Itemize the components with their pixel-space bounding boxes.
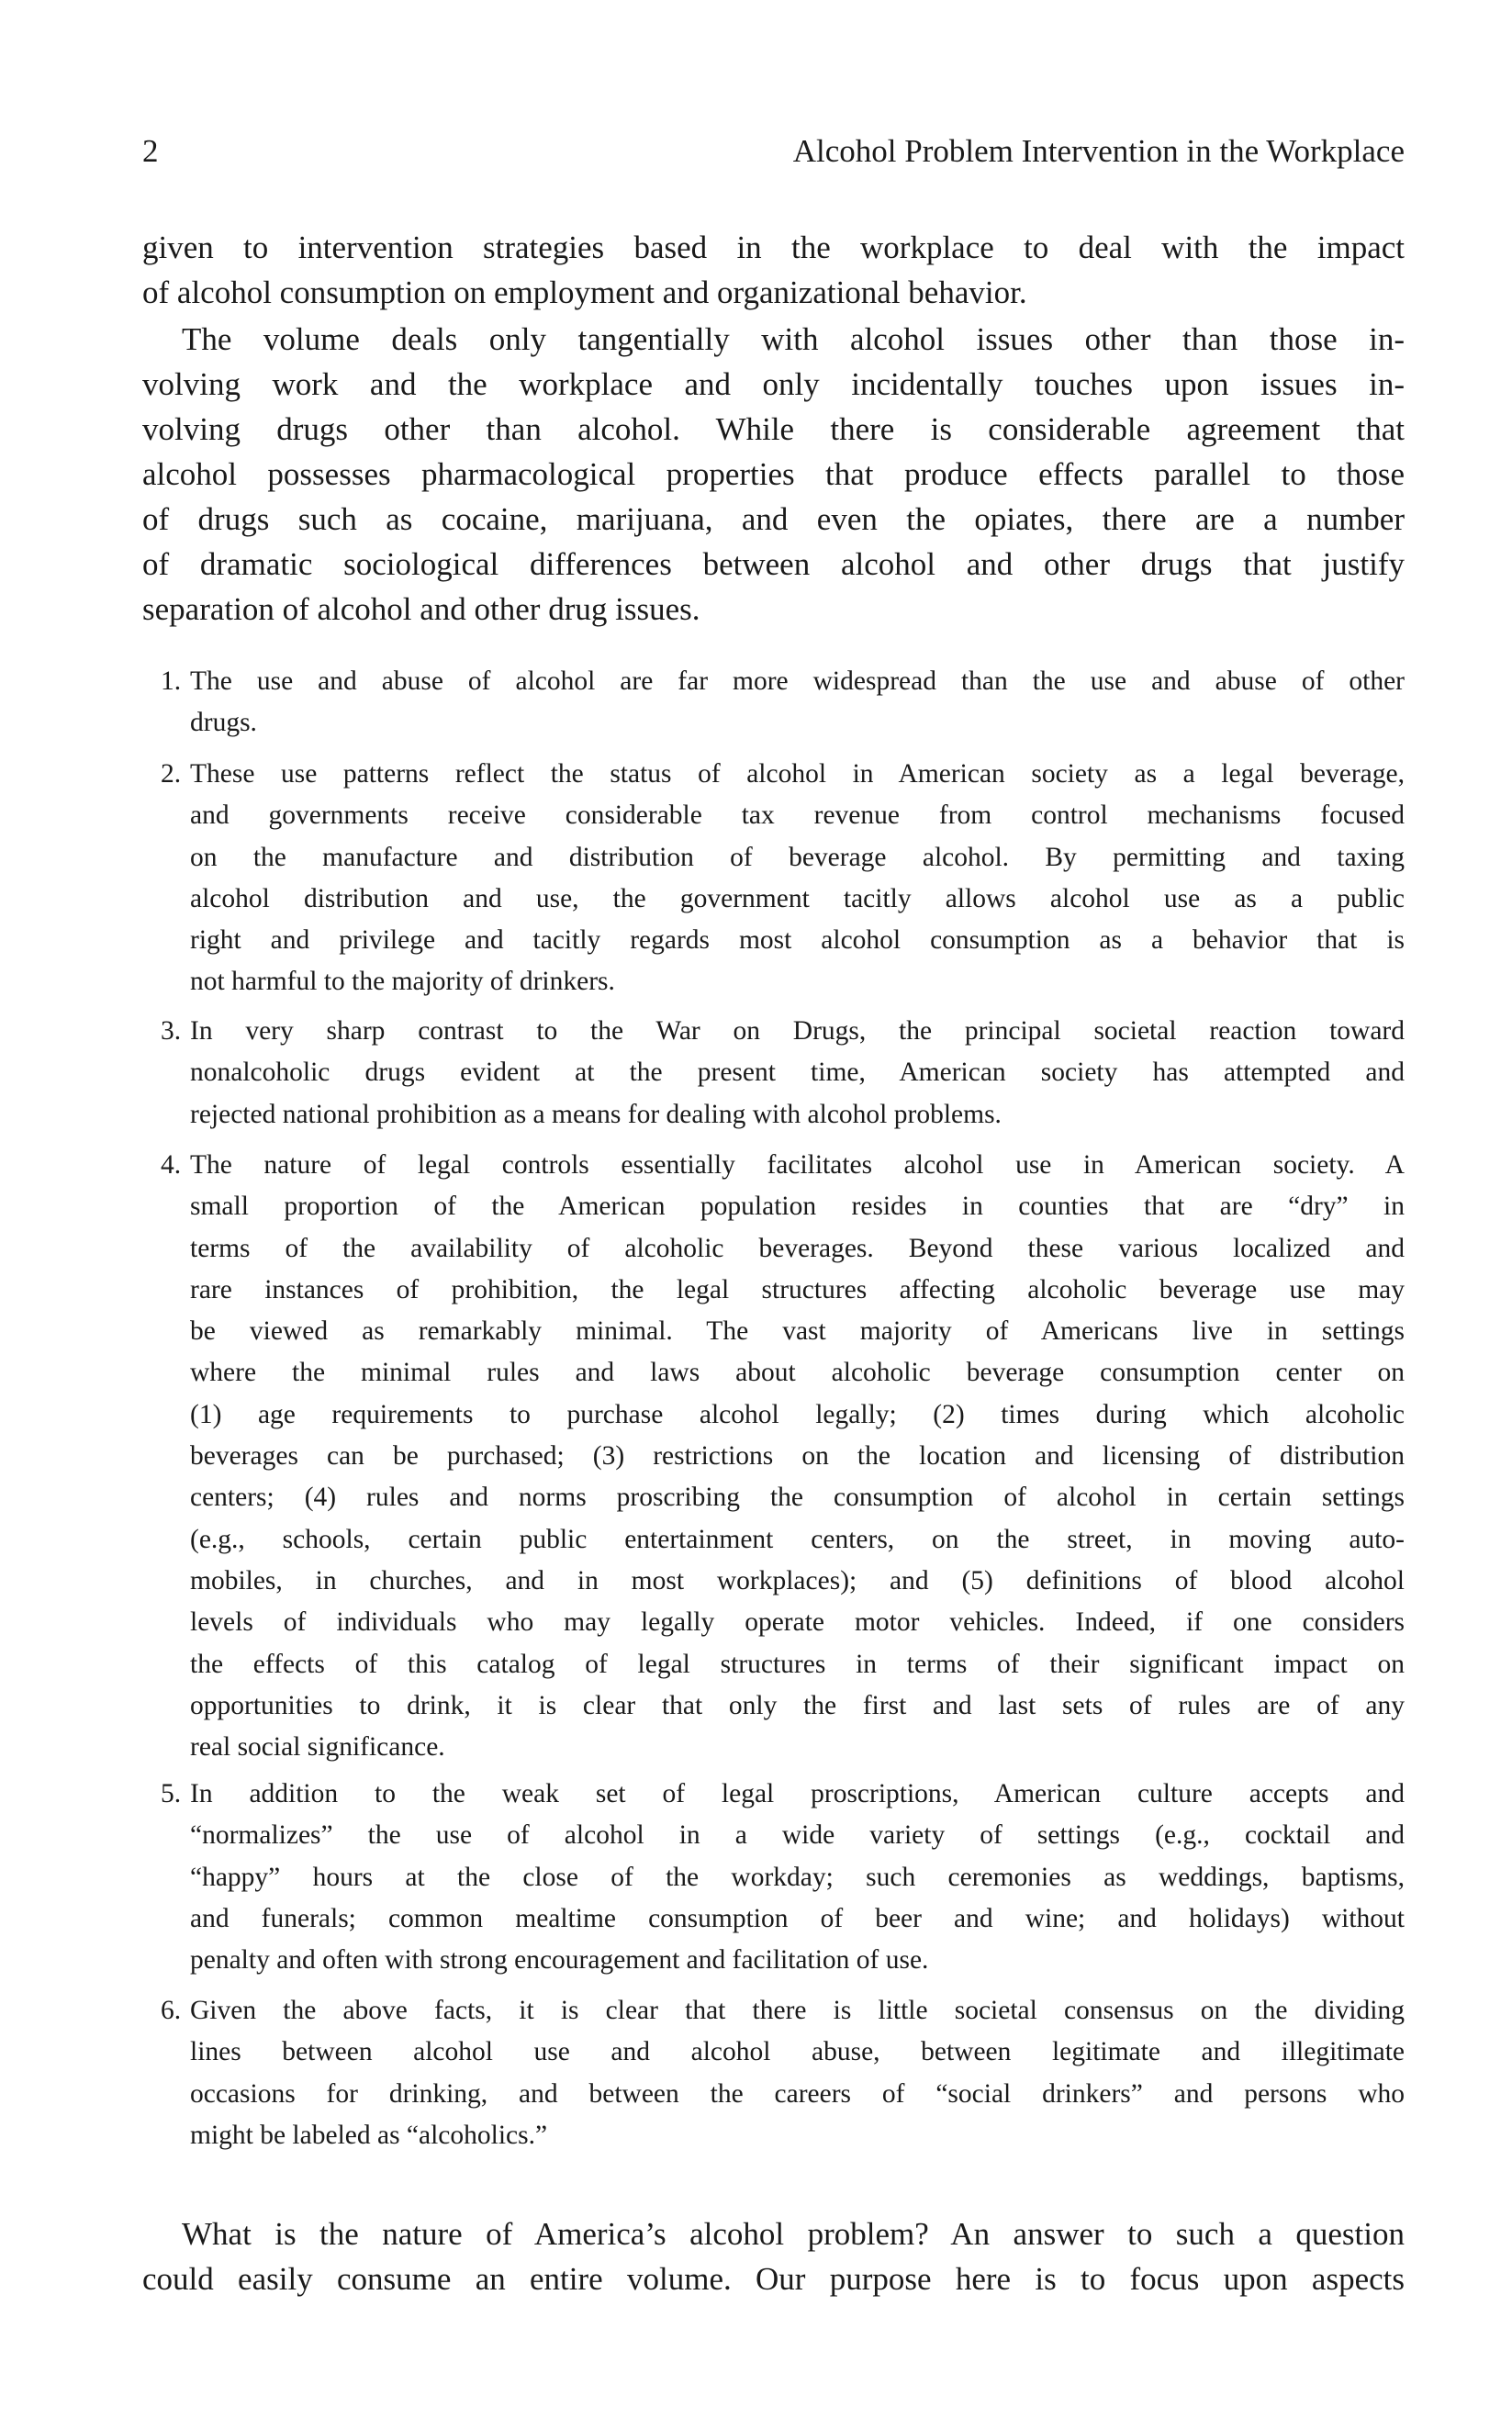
text-line: small proportion of the American population resides in counties that are “dry” in [190,1192,1405,1222]
text-line: lines between alcohol use and alcohol abuse, between legitimate and illegitimate [190,2037,1405,2067]
text-line: rejected national prohibition as a means for dealing with alcohol problems. [190,1099,1002,1129]
text-line: The volume deals only tangentially with alcohol issues other than those in- [182,321,1405,357]
list-number: 6. [161,1996,182,2025]
text-line: The nature of legal controls essentially facilitates alcohol use in American society. A [190,1150,1405,1180]
text-line: occasions for drinking, and between the careers of “social drinkers” and persons who [190,2078,1405,2109]
text-line: might be labeled as “alcoholics.” [190,2120,548,2150]
text-line: of drugs such as cocaine, marijuana, and even the opiates, there are a number [142,501,1405,537]
list-number: 4. [161,1150,182,1180]
list-item-text [190,661,1405,744]
list-number: 3. [161,1016,182,1046]
list-item-2 [142,754,1405,1003]
text-line: terms of the availability of alcoholic beverages. Beyond these various localized and [190,1233,1405,1263]
text-line: and funerals; common mealtime consumption of beer and wine; and holidays) without [190,1903,1405,1933]
paragraph-continued [142,225,1405,315]
list-item-6 [142,1990,1405,2156]
text-line: right and privilege and tacitly regards most alcohol consumption as a behavior that is [190,925,1405,956]
text-line: In addition to the weak set of legal proscriptions, American culture accepts and [190,1779,1405,1808]
list-item-text [190,1774,1405,1981]
text-line: (1) age requirements to purchase alcohol legally; (2) times during which alcoholic [190,1399,1405,1429]
list-number: 1. [161,666,182,696]
text-line: the effects of this catalog of legal structures in terms of their significant impact on [190,1649,1405,1679]
paragraph-nature-of-problem [142,2211,1405,2301]
text-line: centers; (4) rules and norms proscribing the consumption of alcohol in certain settings [190,1483,1405,1513]
list-item-text [190,1011,1405,1136]
paragraph-volume-scope [142,317,1405,632]
text-line: “happy” hours at the close of the workday; such ceremonies as weddings, baptisms, [190,1862,1405,1892]
text-line: be viewed as remarkably minimal. The vast majority of Americans live in settings [190,1316,1405,1347]
list-item-text [190,754,1405,1003]
text-line: Given the above facts, it is clear that there is little societal consensus on the dividing [190,1996,1405,2025]
text-line: The use and abuse of alcohol are far more widespread than the use and abuse of other [190,666,1405,696]
text-line: drugs. [190,708,257,738]
text-line: given to intervention strategies based in the workplace to deal with the impact [142,229,1405,265]
text-line: not harmful to the majority of drinkers. [190,967,615,997]
text-line: These use patterns reflect the status of alcohol in American society as a legal beverage, [190,759,1405,789]
list-item-4 [142,1145,1405,1768]
text-line: real social significance. [190,1732,445,1763]
running-header [142,129,1405,174]
list-number: 2. [161,759,182,789]
text-line: levels of individuals who may legally operate motor vehicles. Indeed, if one considers [190,1607,1405,1638]
list-number: 5. [161,1779,182,1808]
list-item-5 [142,1774,1405,1981]
text-line: could easily consume an entire volume. Our purpose here is to focus upon aspects [142,2261,1405,2297]
text-line: volving work and the workplace and only incidentally touches upon issues in- [142,366,1405,402]
text-line: nonalcoholic drugs evident at the present time, American society has attempted and [190,1058,1405,1088]
text-line: What is the nature of America’s alcohol problem? An answer to such a question [182,2216,1405,2252]
text-line: separation of alcohol and other drug issues. [142,591,700,627]
text-line: “normalizes” the use of alcohol in a wide variety of settings (e.g., cocktail and [190,1820,1405,1851]
text-line: rare instances of prohibition, the legal structures affecting alcoholic beverage use may [190,1274,1405,1304]
list-item-text [190,1990,1405,2156]
text-line: alcohol possesses pharmacological properties that produce effects parallel to those [142,456,1405,492]
text-line: opportunities to drink, it is clear that only the first and last sets of rules are of any [190,1690,1405,1720]
text-line: mobiles, in churches, and in most workplaces); and (5) definitions of blood alcohol [190,1565,1405,1595]
text-line: on the manufacture and distribution of beverage alcohol. By permitting and taxing [190,842,1405,872]
page-number: 2 [142,133,159,169]
text-line: (e.g., schools, certain public entertainment centers, on the street, in moving auto- [190,1524,1405,1554]
text-line: volving drugs other than alcohol. While there is considerable agreement that [142,411,1405,447]
text-line: of dramatic sociological differences between alcohol and other drugs that justify [142,546,1405,582]
list-item-1 [142,661,1405,744]
running-title: Alcohol Problem Intervention in the Workplace [792,133,1405,169]
text-line: and governments receive considerable tax revenue from control mechanisms focused [190,800,1405,831]
text-line: where the minimal rules and laws about alcoholic beverage consumption center on [190,1358,1405,1388]
text-line: beverages can be purchased; (3) restrictions on the location and licensing of distribution [190,1441,1405,1472]
text-line: alcohol distribution and use, the government tacitly allows alcohol use as a public [190,883,1405,913]
text-line: of alcohol consumption on employment and organizational behavior. [142,274,1027,310]
text-line: penalty and often with strong encouragement and facilitation of use. [190,1945,929,1976]
list-item-3 [142,1011,1405,1136]
text-line: In very sharp contrast to the War on Drugs, the principal societal reaction toward [190,1016,1405,1046]
list-item-text [190,1145,1405,1768]
